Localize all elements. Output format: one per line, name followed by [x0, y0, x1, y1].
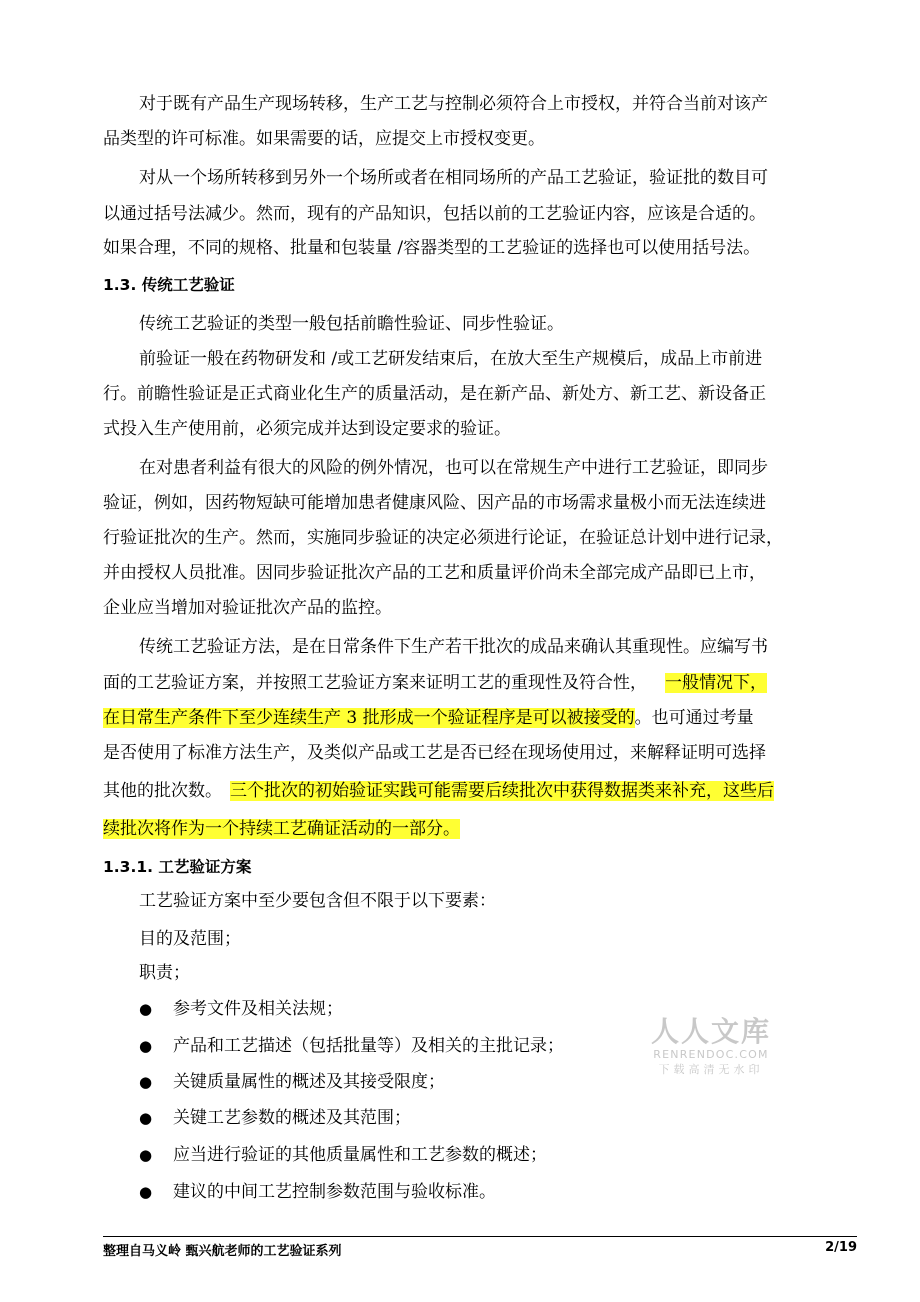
list-item: 应当进行验证的其他质量属性和工艺参数的概述；	[173, 1145, 547, 1165]
section-heading-1-3: 1.3. 传统工艺验证	[103, 276, 235, 294]
bullet-icon: ●	[139, 1073, 153, 1091]
paragraph-text: 品类型的许可标准。如果需要的话，应提交上市授权变更。	[103, 129, 545, 149]
paragraph-text: 并由授权人员批准。因同步验证批次产品的工艺和质量评价尚未全部完成产品即已上市，	[103, 563, 766, 583]
paragraph-text	[103, 703, 863, 733]
bullet-icon: ●	[139, 1146, 153, 1164]
paragraph-text	[103, 814, 863, 844]
list-item: 参考文件及相关法规；	[173, 999, 343, 1019]
footer-divider	[103, 1236, 857, 1237]
watermark-title: 人人文库	[650, 1015, 771, 1048]
paragraph-text: 对从一个场所转移到另外一个场所或者在相同场所的产品工艺验证，验证批的数目可	[139, 168, 768, 188]
paragraph-text: 企业应当增加对验证批次产品的监控。	[103, 598, 392, 618]
watermark-logo	[648, 1016, 774, 1077]
bullet-icon: ●	[139, 1037, 153, 1055]
list-item: 建议的中间工艺控制参数范围与验收标准。	[173, 1182, 496, 1202]
page-number: 2/19	[825, 1240, 857, 1255]
list-item: 关键质量属性的概述及其接受限度；	[173, 1072, 445, 1092]
bullet-icon: ●	[139, 1000, 153, 1018]
paragraph-text	[103, 776, 863, 806]
paragraph-text: 式投入生产使用前，必须完成并达到设定要求的验证。	[103, 419, 511, 439]
paragraph-text: 传统工艺验证方法，是在日常条件下生产若干批次的成品来确认其重现性。应编写书	[139, 637, 768, 657]
paragraph-text: 对于既有产品生产现场转移，生产工艺与控制必须符合上市授权，并符合当前对该产	[139, 94, 768, 114]
highlighted-text: 一般情况下，	[665, 673, 767, 693]
paragraph-text: 是否使用了标准方法生产，及类似产品或工艺是否已经在现场使用过，来解释证明可选择	[103, 743, 766, 763]
paragraph-text: 传统工艺验证的类型一般包括前瞻性验证、同步性验证。	[139, 314, 564, 334]
highlighted-text: 三个批次的初始验证实践可能需要后续批次中获得数据类来补充，这些后	[230, 781, 774, 801]
highlighted-text: 续批次将作为一个持续工艺确证活动的一部分。	[103, 819, 460, 839]
list-item: 关键工艺参数的概述及其范围；	[173, 1108, 411, 1128]
paragraph-text: 如果合理，不同的规格、批量和包装量 /容器类型的工艺验证的选择也可以使用括号法。	[103, 238, 761, 258]
watermark-slogan: 下载高清无水印	[658, 1063, 764, 1076]
highlighted-text: 在日常生产条件下至少连续生产 3 批形成一个验证程序是可以被接受的	[103, 708, 635, 728]
paragraph-text: 行验证批次的生产。然而，实施同步验证的决定必须进行论证，在验证总计划中进行记录，	[103, 528, 783, 548]
bullet-icon: ●	[139, 1109, 153, 1127]
paragraph-text: 在对患者利益有很大的风险的例外情况，也可以在常规生产中进行工艺验证，即同步	[139, 458, 768, 478]
list-item: 产品和工艺描述（包括批量等）及相关的主批记录；	[173, 1036, 564, 1056]
paragraph-text: 工艺验证方案中至少要包含但不限于以下要素：	[139, 891, 496, 911]
paragraph-text: 行。前瞻性验证是正式商业化生产的质量活动，是在新产品、新处方、新工艺、新设备正	[103, 384, 766, 404]
paragraph-text: 目的及范围；	[139, 929, 241, 949]
paragraph-text: 职责；	[139, 963, 190, 983]
footer-source: 整理自马义岭 甄兴航老师的工艺验证系列	[103, 1244, 342, 1259]
bullet-icon: ●	[139, 1183, 153, 1201]
paragraph-text	[103, 668, 863, 698]
paragraph-text: 验证，例如，因药物短缺可能增加患者健康风险、因产品的市场需求量极小而无法连续进	[103, 493, 766, 513]
paragraph-text-segment: 。也可通过考量	[634, 708, 754, 728]
paragraph-text: 前验证一般在药物研发和 /或工艺研发结束后，在放大至生产规模后，成品上市前进	[139, 349, 763, 369]
watermark-site: RENRENDOC.COM	[653, 1048, 769, 1061]
paragraph-text-segment: 其他的批次数。	[103, 781, 222, 801]
paragraph-text-segment: 面的工艺验证方案，并按照工艺验证方案来证明工艺的重现性及符合性，	[103, 673, 647, 693]
section-heading-1-3-1: 1.3.1. 工艺验证方案	[103, 858, 252, 876]
paragraph-text: 以通过括号法减少。然而，现有的产品知识，包括以前的工艺验证内容，应该是合适的。	[103, 204, 766, 224]
